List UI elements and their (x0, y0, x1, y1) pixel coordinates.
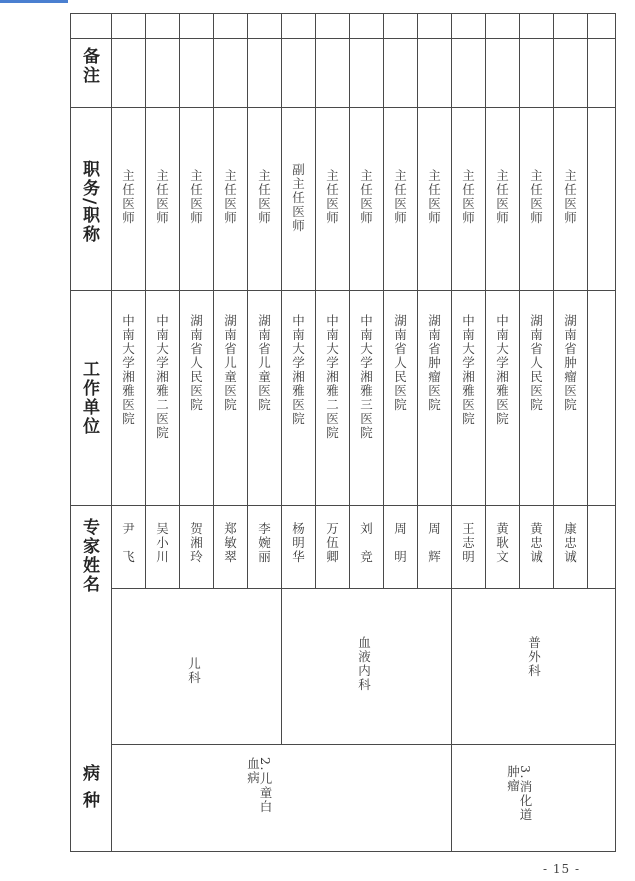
row-divider-5 (281, 13, 282, 745)
subgroup-pediatrics: 儿科 (186, 657, 202, 685)
table-row-4-name: 郑敏翠 (222, 522, 238, 564)
header-work-unit: 工作单位 (79, 360, 99, 436)
row-divider-header (111, 13, 112, 852)
table-row-12-unit: 中南大学湘雅医院 (494, 314, 510, 426)
table-row-5-unit: 湖南省儿童医院 (256, 314, 272, 412)
table-row-7-name: 万伍卿 (324, 522, 340, 564)
table-row-3-unit: 湖南省人民医院 (188, 314, 204, 412)
header-expert-name: 专家姓名 (79, 518, 99, 594)
table-row-6-title: 副主任医师 (290, 163, 306, 233)
table-row-7-title: 主任医师 (324, 169, 340, 225)
table-row-11-name: 王志明 (460, 522, 476, 564)
row-divider-6 (315, 13, 316, 589)
table-row-1-unit: 中南大学湘雅医院 (120, 314, 136, 426)
table-row-10-unit: 湖南省肿瘤医院 (426, 314, 442, 412)
col-divider-unit (70, 290, 616, 291)
top-accent-bar (0, 0, 68, 3)
table-row-8-name: 刘 竞 (358, 522, 374, 564)
row-divider-12 (519, 13, 520, 589)
page-number: - 15 - (543, 862, 581, 876)
row-divider-14 (587, 13, 588, 589)
category-childhood-leukemia: 2.儿童白血病 (245, 757, 273, 814)
table-row-6-unit: 中南大学湘雅医院 (290, 314, 306, 426)
subgroup-hematology: 血液内科 (356, 636, 372, 692)
table-row-10-name: 周 辉 (426, 522, 442, 564)
table-row-6-name: 杨明华 (290, 522, 306, 564)
table-row-2-name: 吴小川 (154, 522, 170, 564)
row-divider-3 (213, 13, 214, 589)
table-row-14-name: 康忠诚 (562, 522, 578, 564)
row-divider-10 (451, 13, 452, 852)
row-divider-9 (417, 13, 418, 589)
table-row-10-title: 主任医师 (426, 169, 442, 225)
table-row-11-unit: 中南大学湘雅医院 (460, 314, 476, 426)
row-divider-4 (247, 13, 248, 589)
table-row-7-unit: 中南大学湘雅二医院 (324, 314, 340, 440)
col-divider-header (70, 38, 616, 39)
row-divider-7 (349, 13, 350, 589)
table-row-14-title: 主任医师 (562, 169, 578, 225)
table-row-3-title: 主任医师 (188, 169, 204, 225)
table-border-right (615, 13, 616, 852)
row-divider-11 (485, 13, 486, 589)
subgroup-general-surgery: 普外科 (526, 636, 542, 678)
table-row-11-title: 主任医师 (460, 169, 476, 225)
row-divider-2 (179, 13, 180, 589)
col-divider-category (111, 744, 616, 745)
table-row-8-title: 主任医师 (358, 169, 374, 225)
table-row-1-name: 尹 飞 (120, 522, 136, 564)
table-row-13-name: 黄忠诚 (528, 522, 544, 564)
category-digestive-tumor: 3.消化道肿瘤 (505, 765, 533, 822)
table-row-14-unit: 湖南省肿瘤医院 (562, 314, 578, 412)
table-row-12-title: 主任医师 (494, 169, 510, 225)
table-row-4-unit: 湖南省儿童医院 (222, 314, 238, 412)
table-row-3-name: 贺湘玲 (188, 522, 204, 564)
table-border-left (70, 13, 71, 852)
table-row-5-title: 主任医师 (256, 169, 272, 225)
row-divider-8 (383, 13, 384, 589)
col-divider-subgroup (111, 588, 616, 589)
header-title: 职务/职称 (79, 160, 99, 245)
row-divider-13 (553, 13, 554, 589)
table-row-12-name: 黄耿文 (494, 522, 510, 564)
table-row-4-title: 主任医师 (222, 169, 238, 225)
table-border-top (70, 13, 616, 14)
table-row-2-unit: 中南大学湘雅二医院 (154, 314, 170, 440)
col-divider-name (70, 505, 616, 506)
table-row-1-title: 主任医师 (120, 169, 136, 225)
table-row-5-name: 李婉丽 (256, 522, 272, 564)
header-remarks: 备注 (79, 47, 99, 85)
table-row-9-title: 主任医师 (392, 169, 408, 225)
header-disease: 病 种 (79, 764, 99, 810)
table-border-bottom (70, 851, 616, 852)
table-row-2-title: 主任医师 (154, 169, 170, 225)
table-row-9-name: 周 明 (392, 522, 408, 564)
table-row-9-unit: 湖南省人民医院 (392, 314, 408, 412)
table-row-13-unit: 湖南省人民医院 (528, 314, 544, 412)
table-row-8-unit: 中南大学湘雅三医院 (358, 314, 374, 440)
row-divider-1 (145, 13, 146, 589)
expert-table (70, 13, 616, 852)
col-divider-title (70, 107, 616, 108)
table-row-13-title: 主任医师 (528, 169, 544, 225)
